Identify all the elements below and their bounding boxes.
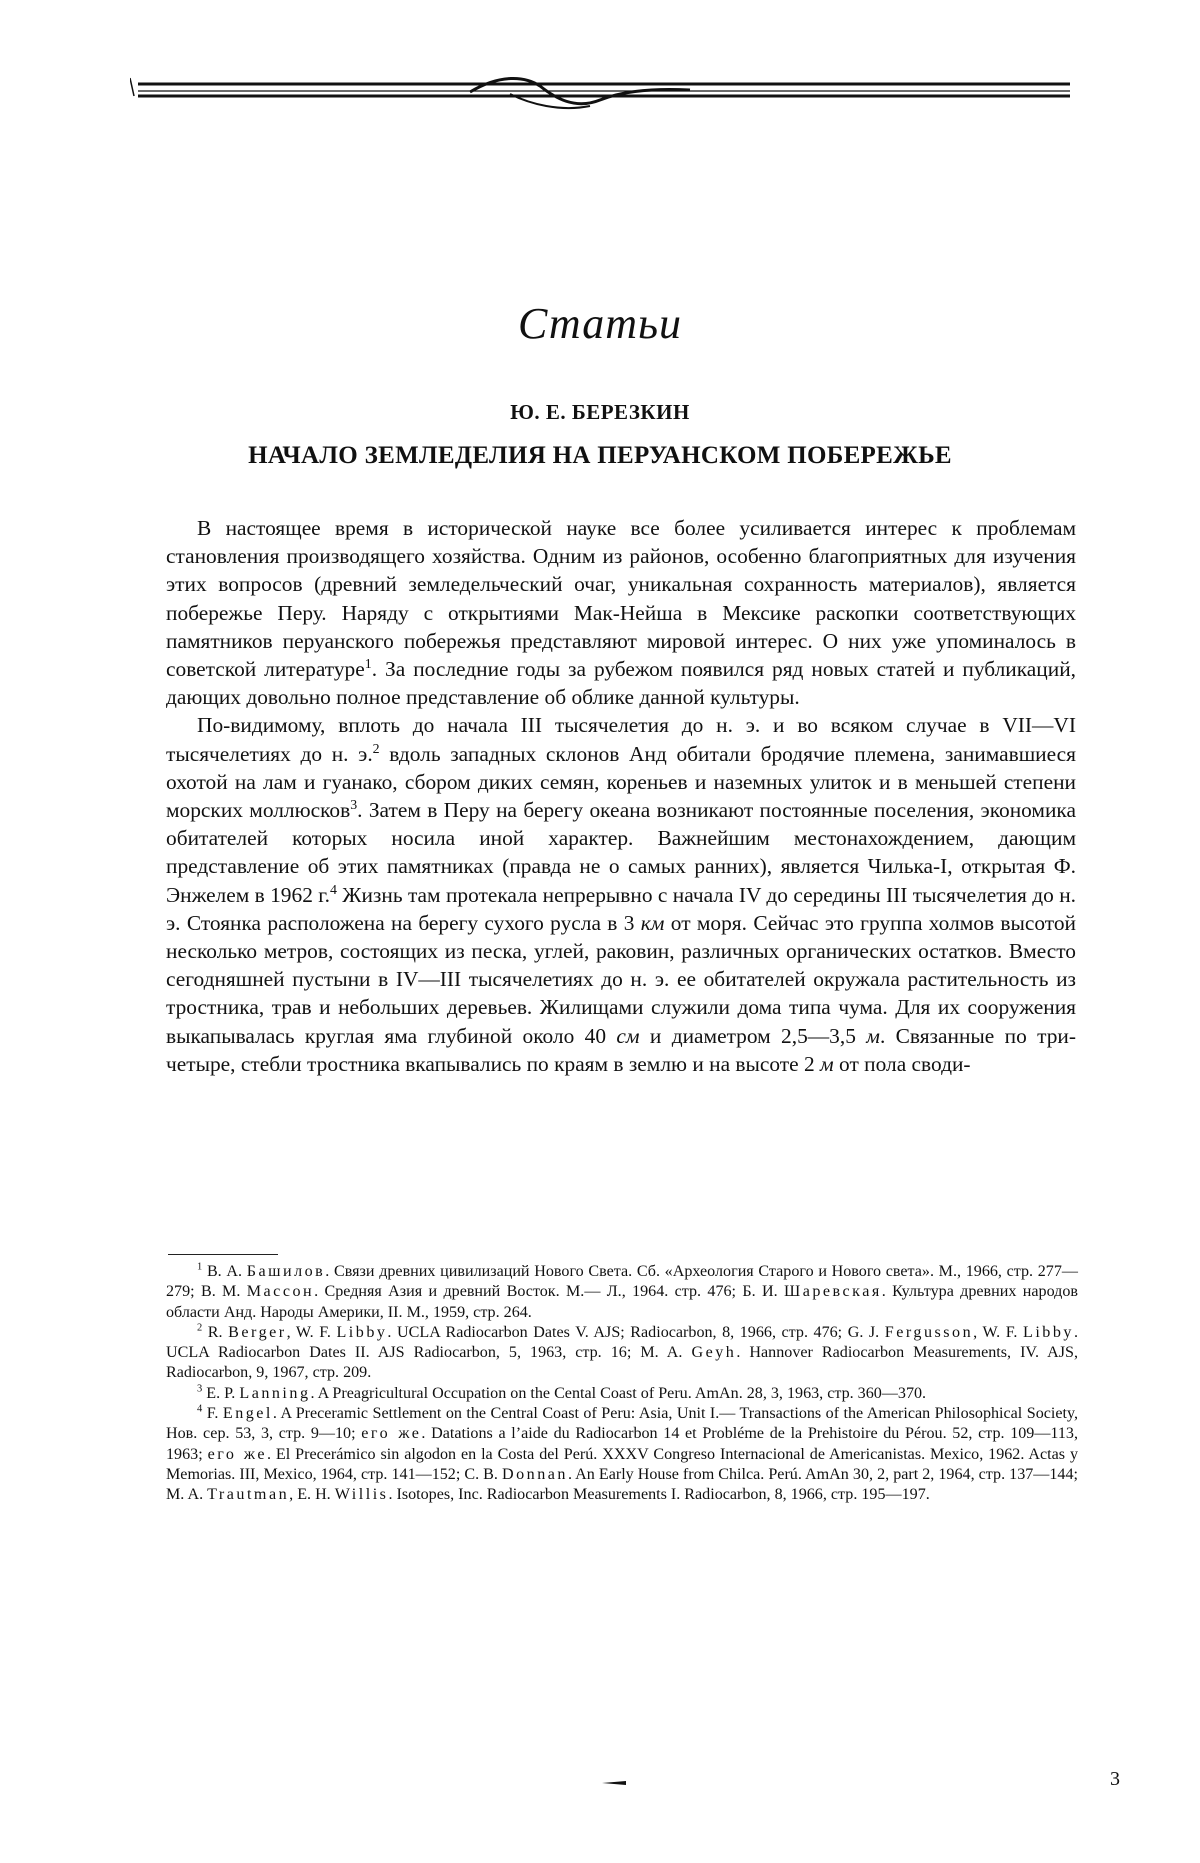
printer-mark-icon [602,1781,626,1785]
footnote: $^3$ E. P. Lanning. A Preagricultural Occupation on the Cental Coast of Peru. AmAn. 28, 3, 1963, стр. 360—370. [197,1383,927,1402]
footnote-ref[interactable]: 3 [350,797,358,813]
article-title: НАЧАЛО ЗЕМЛЕДЕЛИЯ НА ПЕРУАНСКОМ ПОБЕРЕЖЬЕ [248,442,952,469]
footnote-divider [168,1254,278,1255]
unit-cm: см [616,1023,640,1048]
body-paragraph: В настоящее время в исторической науке все более усиливается интерес к проблемам становления производящего хозяйства. Одним из районов, особенно благоприятных для изучения этих вопросов (древний земледельческий очаг, уникальная сохранность материалов), является побережье Перу. Наряду с открытиями Мак-Нейша в Мексике раскопки соответствующих памятников перуанского побережья представляют мировой интерес. О них уже упоминалось в советской литературе$^1$. За последние годы за рубежом появился ряд новых статей и публикаций, дающих довольно полное представление об облике данной культуры. [166,516,1076,710]
unit-m: м [866,1023,880,1048]
section-title: Статьи [517,299,683,348]
page-number: 3 [1110,1768,1120,1790]
unit-m: м [820,1051,834,1076]
footnote-ref[interactable]: 4 [329,882,337,898]
footnote: $^1$ В. А. Башилов. Связи древних цивилизаций Нового Света. Сб. «Археология Старого и Нового света». М., 1966, стр. 277—279; В. М. Массон. Средняя Азия и древний Восток. М.— Л., 1964. стр. 476; Б. И. Шаревская. Культура древних народов области Анд. Народы Америки, II. М., 1959, стр. 264. [166,1261,1078,1321]
article-body [166,514,1076,1078]
body-paragraph: По-видимому, вплоть до начала III тысячелетия до н. э. и во всяком случае в VII—VI тысячелетиях до н. э.$^2$ вдоль западных склонов Анд обитали бродячие племена, занимавшиеся охотой на лам и гуанако, сбором диких семян, кореньев и наземных улиток и в меньшей степени морских моллюсков$^3$. Затем в Перу на берегу океана возникают постоянные поселения, экономика обитателей которых носила иной характер. Важнейшим местонахождением, дающим представление об этих памятниках (правда не о самых ранних), является Чилька-I, открытая Ф. Энжелем в 1962 г.$^4$ Жизнь там протекала непрерывно с начала IV до середины III тысячелетия до н. э. Стоянка расположена на берегу сухого русла в 3 км от моря. Сейчас это группа холмов высотой несколько метров, состоящих из песка, углей, раковин, различных органических остатков. Вместо сегодняшней пустыни в IV—III тысячелетиях до н. э. ее обитателей окружала растительность из тростника, трав и небольших деревьев. Жилищами служили дома типа чума. Для их сооружения выкапывалась круглая яма глубиной около 40 см и диаметром 2,5—3,5 м. Связанные по три-четыре, стебли тростника вкапывались по краям в землю и на высоте 2 м от пола своди- [166,713,1077,1076]
footnote-ref[interactable]: 1 [364,656,372,672]
unit-km: км [640,910,665,935]
footnote: $^4$ F. Engel. A Preceramic Settlement on the Central Coast of Peru: Asia, Unit I.— Transactions of the American Philosophical Society, Нов. сер. 53, 3, стр. 9—10; его же. Datations a l’aide du Radiocarbon 14 et Probléme de la Prehistoire du Pérou. 52, стр. 109—113, 1963; его же. El Precerámico sin algodon en la Costa del Perú. XXXV Congreso Internacional de Americanistas. Mexico, 1962. Actas y Memorias. III, Mexico, 1964, стр. 141—152; C. B. Donnan. An Early House from Chilca. Perú. AmAn 30, 2, part 2, 1964, стр. 137—144; M. A. Trautman, E. H. Willis. Isotopes, Inc. Radiocarbon Measurements I. Radiocarbon, 8, 1966, стр. 195—197. [166,1403,1079,1504]
footnote: $^2$ R. Berger, W. F. Libby. UCLA Radiocarbon Dates V. AJS; Radiocarbon, 8, 1966, стр. 476; G. J. Fergusson, W. F. Libby. UCLA Radiocarbon Dates II. AJS Radiocarbon, 5, 1963, стр. 16; M. A. Geyh. Hannover Radiocarbon Measurements, IV. AJS, Radiocarbon, 9, 1967, стр. 209. [166,1322,1078,1382]
header-ornament-icon [130,70,1080,120]
author-name: Ю. Е. БЕРЕЗКИН [510,400,690,424]
footnotes [166,1262,1078,1506]
footnote-ref[interactable]: 2 [372,741,380,757]
